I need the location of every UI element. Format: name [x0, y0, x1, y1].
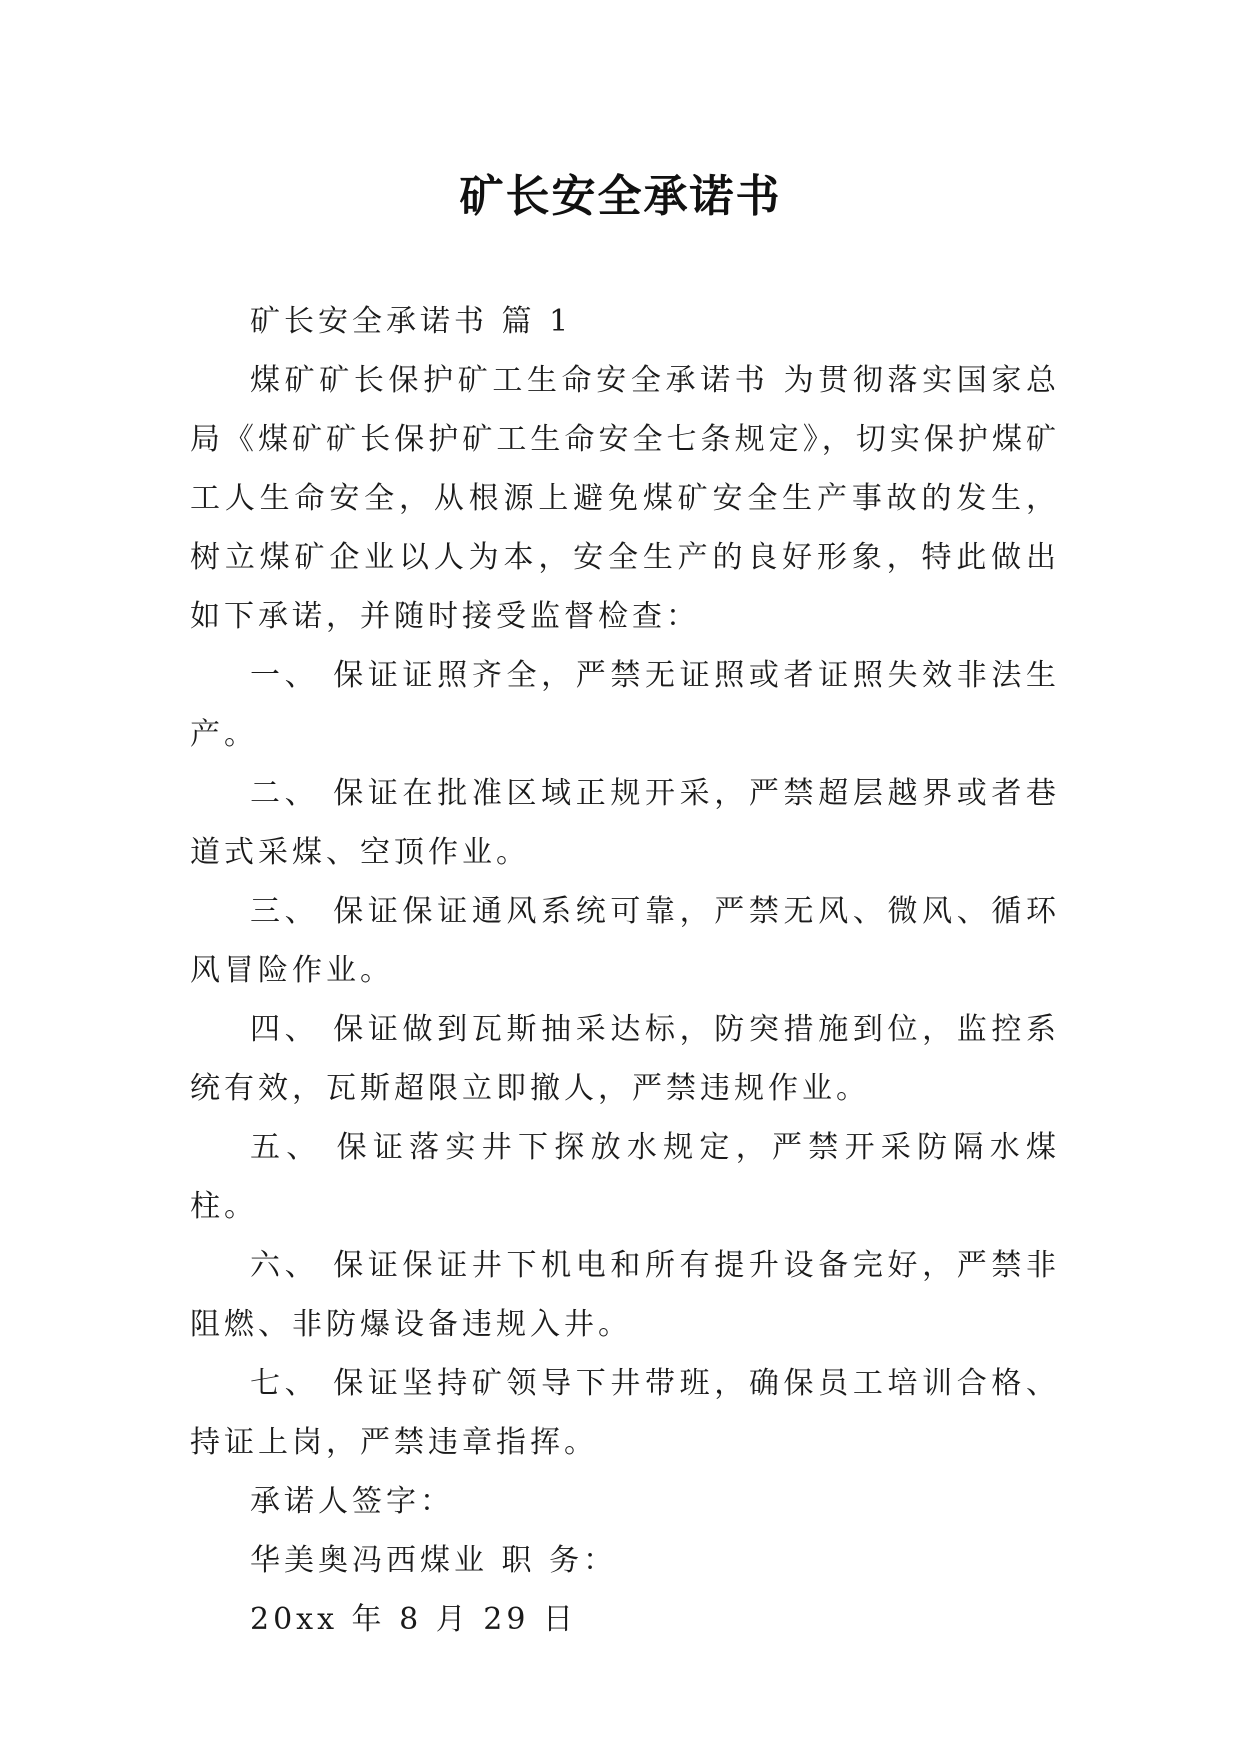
list-item [190, 1118, 1060, 1236]
document-title: 矿长安全承诺书 [459, 171, 782, 222]
item-number: 二、 [250, 776, 320, 811]
item-number: 六、 [250, 1248, 320, 1283]
signature-label: 承诺人签字： [250, 1484, 454, 1519]
list-item [190, 1000, 1060, 1118]
item-text: 保证保证通风系统可靠，严禁无风、微风、循环风冒险作业。 [190, 894, 1061, 988]
document-body [190, 292, 1060, 1649]
item-number: 五、 [250, 1130, 323, 1165]
item-number: 三、 [250, 894, 320, 929]
company-line: 华美奥冯西煤业 职 务： [250, 1543, 618, 1578]
document-date: 20xx 年 8 月 29 日 [250, 1602, 577, 1637]
item-text: 保证坚持矿领导下井带班，确保员工培训合格、持证上岗，严禁违章指挥。 [190, 1366, 1061, 1460]
item-number: 四、 [250, 1012, 320, 1047]
list-item [190, 764, 1060, 882]
item-number: 一、 [250, 658, 320, 693]
item-text: 保证保证井下机电和所有提升设备完好，严禁非阻燃、非防爆设备违规入井。 [190, 1248, 1061, 1342]
item-number: 七、 [250, 1366, 320, 1401]
item-text: 保证落实井下探放水规定，严禁开采防隔水煤柱。 [190, 1130, 1061, 1224]
intro-paragraph: 煤矿矿长保护矿工生命安全承诺书 为贯彻落实国家总局《煤矿矿长保护矿工生命安全七条规定》，切实保护煤矿工人生命安全，从根源上避免煤矿安全生产事故的发生，树立煤矿企业以人为本，安全生产的良好形象，特此做出如下承诺，并随时接受监督检查： [190, 363, 1060, 634]
list-item [190, 646, 1060, 764]
document-subtitle: 矿长安全承诺书 篇 1 [250, 304, 573, 339]
item-text: 保证做到瓦斯抽采达标，防突措施到位，监控系统有效，瓦斯超限立即撤人，严禁违规作业。 [190, 1012, 1061, 1106]
list-item [190, 882, 1060, 1000]
item-text: 保证在批准区域正规开采，严禁超层越界或者巷道式采煤、空顶作业。 [190, 776, 1061, 870]
list-item [190, 1354, 1060, 1472]
item-text: 保证证照齐全，严禁无证照或者证照失效非法生产。 [190, 658, 1061, 752]
list-item [190, 1236, 1060, 1354]
